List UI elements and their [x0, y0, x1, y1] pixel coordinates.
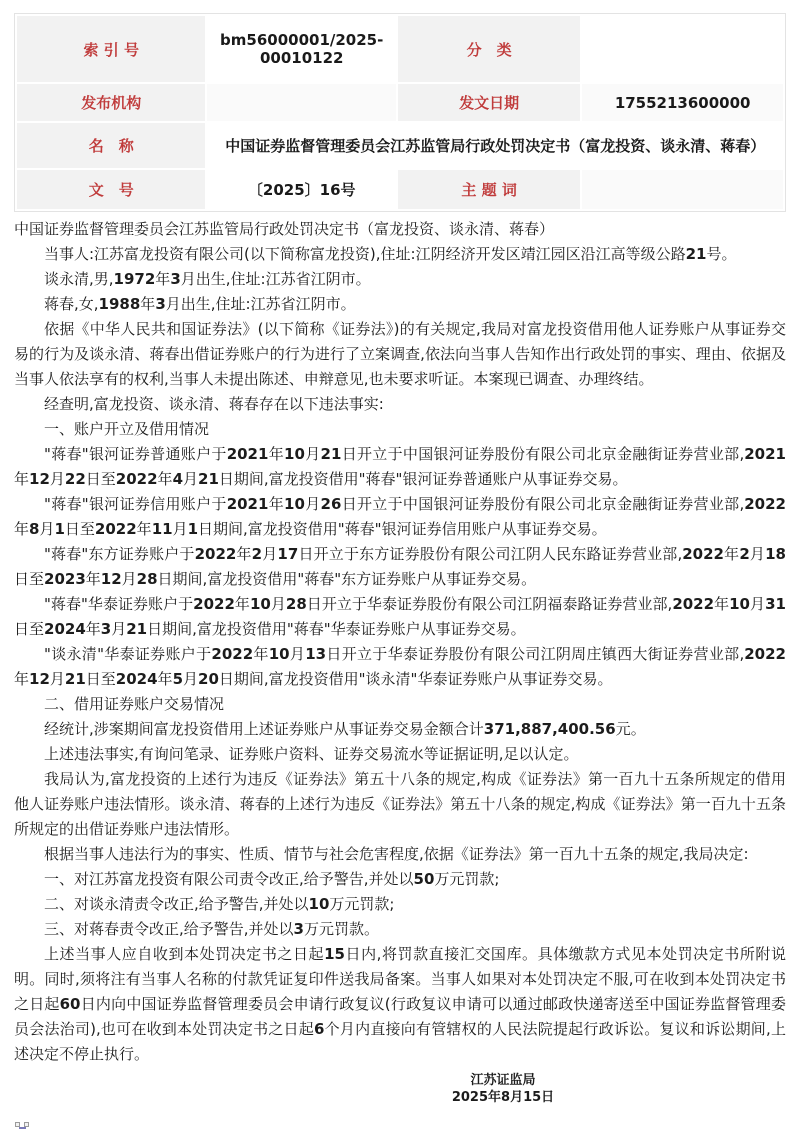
document-paragraph: 上述当事人应自收到本处罚决定书之日起15日内,将罚款直接汇交国库。具体缴款方式见本处罚决定书所附说明。同时,须将注有当事人名称的付款凭证复印件送我局备案。当事人如果对本处罚决定不服,可在收到本处罚决定书之日起60日内向中国证券监督管理委员会申请行政复议(行政复议申请可以通过邮政快递寄送至中国证券监督管理委员会法治司),也可在收到本处罚决定书之日起6个月内直接向有管辖权的人民法院提起行政诉讼。复议和诉讼期间,上述决定不停止执行。 [14, 945, 786, 1063]
info-table-row [17, 84, 783, 121]
info-table-row [17, 123, 783, 168]
document-paragraph: 经查明,富龙投资、谈永清、蒋春存在以下违法事实: [44, 395, 384, 413]
document-paragraph: 中国证券监督管理委员会江苏监管局行政处罚决定书（富龙投资、谈永清、蒋春） [14, 220, 555, 238]
info-table-value-cell [582, 16, 783, 82]
document-paragraph: "蒋春"银河证券信用账户于2021年10月26日开立于中国银河证券股份有限公司北京金融街证券营业部,2022年8月1日至2022年11月1日期间,富龙投资借用"蒋春"银河证券信用账户从事证券交易。 [14, 495, 786, 538]
document-body [14, 217, 786, 1067]
document-paragraph: 上述违法事实,有询问笔录、证券账户资料、证券交易流水等证据证明,足以认定。 [44, 745, 579, 763]
document-paragraph: 当事人:江苏富龙投资有限公司(以下简称富龙投资),住址:江阴经济开发区靖江园区沿江高等级公路21号。 [44, 245, 737, 263]
info-table-value-cell: 〔2025〕16号 [207, 170, 395, 209]
document-paragraph: "蒋春"华泰证券账户于2022年10月28日开立于华泰证券股份有限公司江阴福泰路证券营业部,2022年10月31日至2024年3月21日期间,富龙投资借用"蒋春"华泰证券账户从事证券交易。 [14, 595, 786, 638]
broken-image-icon [15, 1122, 31, 1134]
document-paragraph: 一、账户开立及借用情况 [44, 420, 210, 438]
signature-date: 2025年8月15日 [451, 1090, 555, 1105]
document-paragraph: 蒋春,女,1988年3月出生,住址:江苏省江阴市。 [44, 295, 356, 313]
info-table-value-cell: 1755213600000 [582, 84, 783, 121]
info-table-row [17, 16, 783, 82]
info-table-value-cell [207, 84, 395, 121]
document-paragraph: 依据《中华人民共和国证券法》(以下简称《证券法》)的有关规定,我局对富龙投资借用他人证券账户从事证券交易的行为及谈永清、蒋春出借证券账户的行为进行了立案调查,依法向当事人告知作出行政处罚的事实、理由、依据及当事人依法享有的权利,当事人未提出陈述、申辩意见,也未要求听证。本案现已调查、办理终结。 [14, 320, 786, 388]
document-paragraph: "蒋春"东方证券账户于2022年2月17日开立于东方证券股份有限公司江阴人民东路证券营业部,2022年2月18日至2023年12月28日期间,富龙投资借用"蒋春"东方证券账户从事证券交易。 [14, 545, 786, 588]
info-table-value-cell: bm56000001/2025-00010122 [207, 16, 395, 82]
info-table-label-cell: 发布机构 [17, 84, 205, 121]
info-table-label-cell: 主 题 词 [398, 170, 580, 209]
document-paragraph: 谈永清,男,1972年3月出生,住址:江苏省江阴市。 [44, 270, 371, 288]
document-paragraph: 一、对江苏富龙投资有限公司责令改正,给予警告,并处以50万元罚款; [44, 870, 500, 888]
info-table-label-cell: 分 类 [398, 16, 580, 82]
info-table-value-cell: 中国证券监督管理委员会江苏监管局行政处罚决定书（富龙投资、谈永清、蒋春） [207, 123, 783, 168]
document-paragraph: 根据当事人违法行为的事实、性质、情节与社会危害程度,依据《证券法》第一百九十五条的规定,我局决定: [44, 845, 749, 863]
document-info-table [14, 13, 786, 212]
info-table-label-cell: 发文日期 [398, 84, 580, 121]
info-table-label-cell: 索 引 号 [17, 16, 205, 82]
info-table-label-cell: 文 号 [17, 170, 205, 209]
document-paragraph: 三、对蒋春责令改正,给予警告,并处以3万元罚款。 [44, 920, 379, 938]
document-paragraph: "蒋春"银河证券普通账户于2021年10月21日开立于中国银河证券股份有限公司北京金融街证券营业部,2021年12月22日至2022年4月21日期间,富龙投资借用"蒋春"银河证券普通账户从事证券交易。 [14, 445, 786, 488]
document-paragraph: 经统计,涉案期间富龙投资借用上述证券账户从事证券交易金额合计371,887,400.56元。 [44, 720, 646, 738]
info-table-row [17, 170, 783, 209]
document-paragraph: 我局认为,富龙投资的上述行为违反《证券法》第五十八条的规定,构成《证券法》第一百九十五条所规定的借用他人证券账户违法情形。谈永清、蒋春的上述行为违反《证券法》第五十八条的规定,构成《证券法》第一百九十五条所规定的出借证券账户违法情形。 [14, 770, 786, 838]
document-paragraph: 二、借用证券账户交易情况 [44, 695, 225, 713]
info-table-value-cell [582, 170, 783, 209]
document-paragraph: 二、对谈永清责令改正,给予警告,并处以10万元罚款; [44, 895, 395, 913]
signature-authority: 江苏证监局 [470, 1073, 536, 1088]
signature-block [14, 1072, 786, 1106]
info-table-label-cell: 名 称 [17, 123, 205, 168]
document-paragraph: "谈永清"华泰证券账户于2022年10月13日开立于华泰证券股份有限公司江阴周庄镇西大街证券营业部,2022年12月21日至2024年5月20日期间,富龙投资借用"谈永清"华泰证券账户从事证券交易。 [14, 645, 786, 688]
